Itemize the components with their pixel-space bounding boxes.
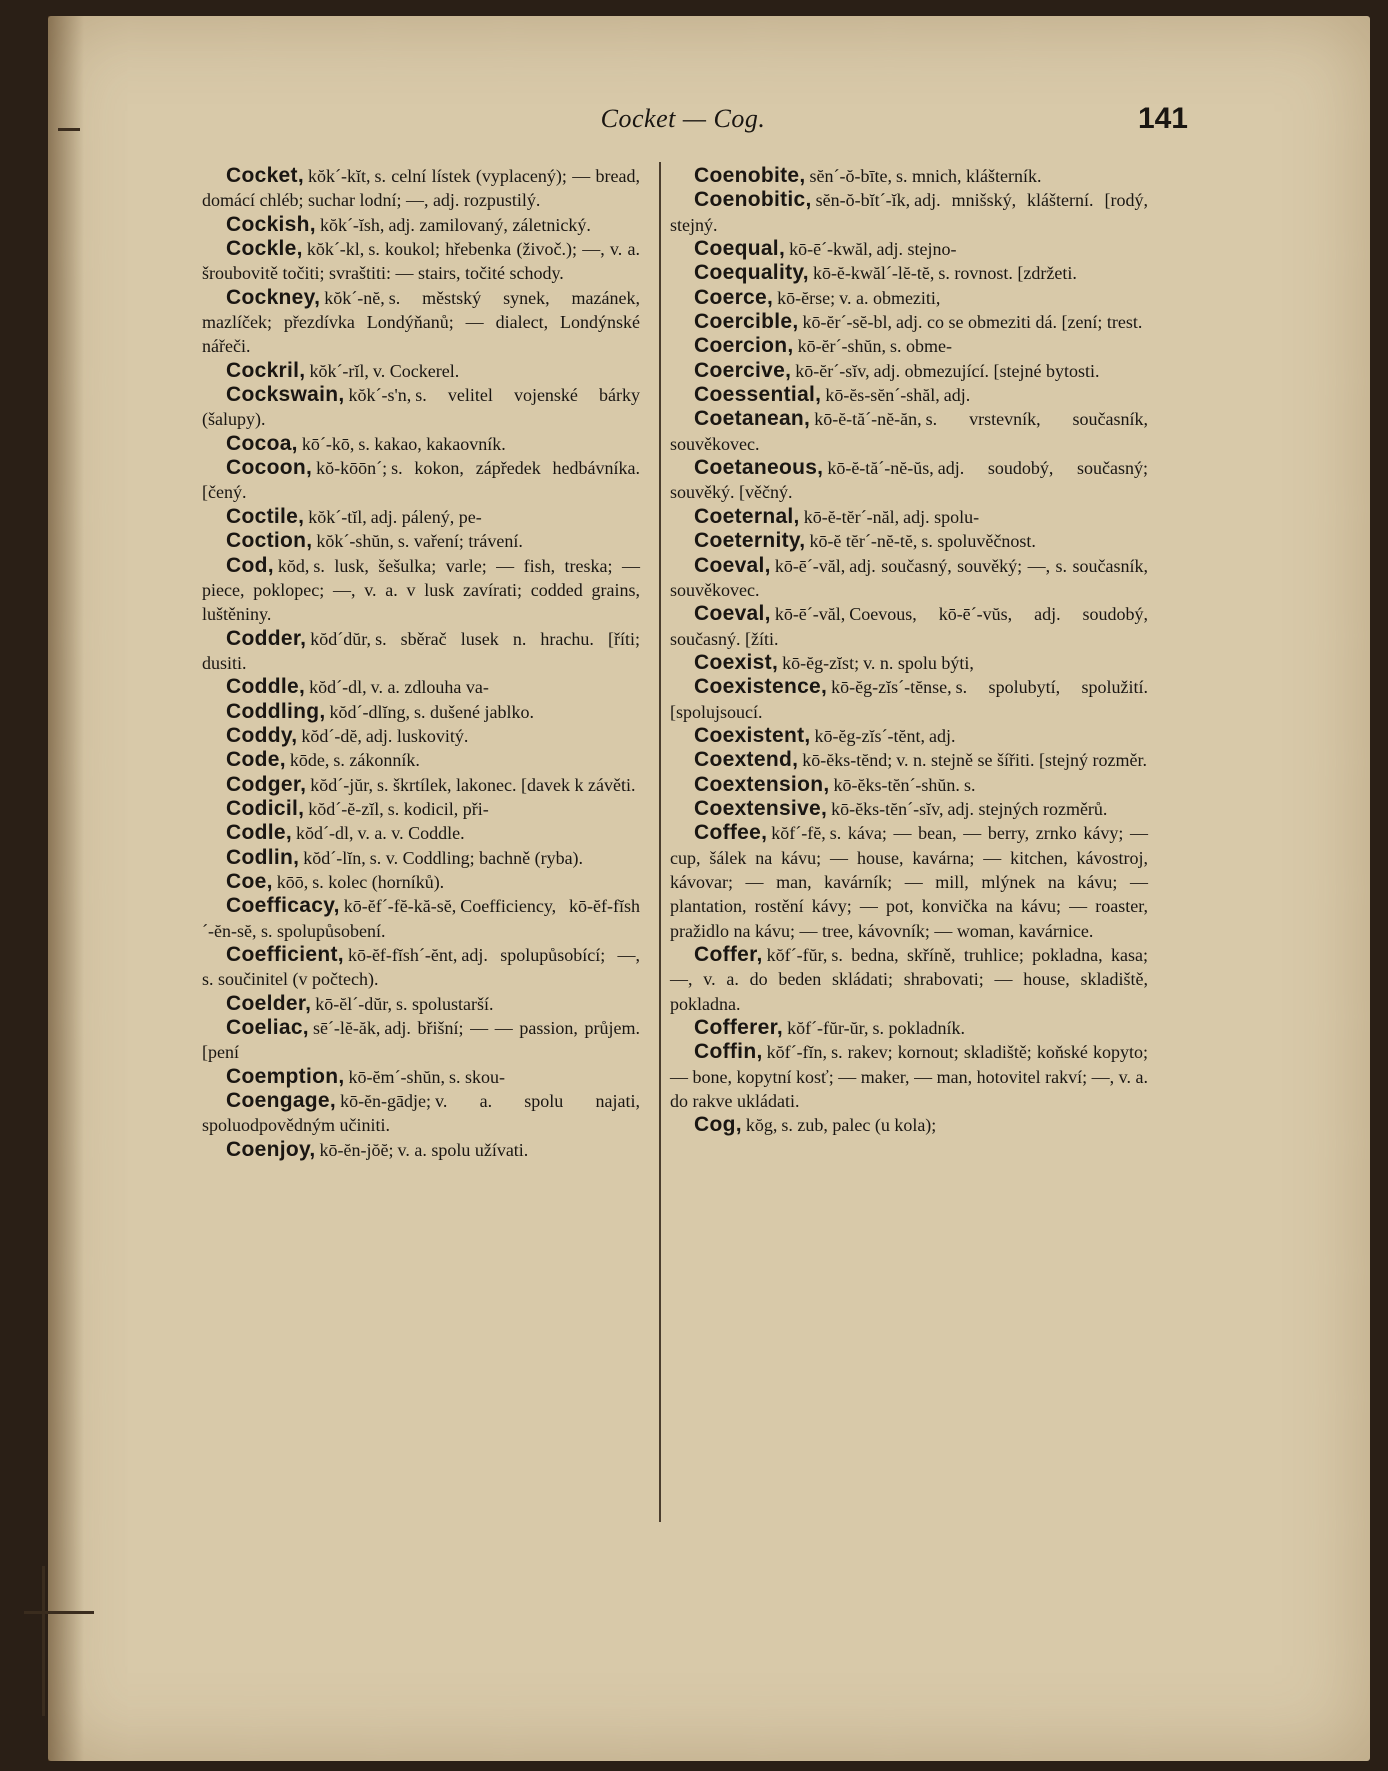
dictionary-entry	[202, 1138, 640, 1162]
entry-headword: Coenobite,	[694, 164, 806, 187]
entry-definition: s. kokon, zápředek hedbávníka. [čený.	[202, 458, 640, 503]
entry-definition: v. a. zdlouha va-	[370, 677, 489, 698]
entry-pronunciation: kŏd´-dl,	[309, 677, 367, 698]
entry-pronunciation: sĕn´-ŏ-bīte,	[809, 166, 892, 186]
entry-definition: v. a. spolu užívati.	[397, 1139, 529, 1160]
entry-definition: v. Cockerel.	[372, 360, 460, 381]
dictionary-entry	[202, 1065, 640, 1089]
column-divider	[659, 162, 661, 1522]
dictionary-entry	[670, 1113, 1148, 1137]
entry-pronunciation: kōde,	[289, 750, 330, 771]
dictionary-entry	[670, 359, 1148, 383]
entry-definition: Coevous, kō-ē´-vŭs, adj. soudobý, současný. [žíti.	[670, 604, 1148, 649]
entry-headword: Coessential,	[694, 383, 822, 407]
entry-definition: s. vrstevník, současník, souvěkovec.	[670, 409, 1148, 454]
dictionary-entry	[670, 505, 1148, 529]
entry-definition: adj. stejno-	[876, 239, 957, 260]
entry-headword: Coexist,	[694, 650, 779, 674]
entry-pronunciation: kō-ĕn-gādje;	[340, 1091, 432, 1112]
entry-headword: Coextend,	[694, 748, 799, 772]
dictionary-entry	[670, 261, 1148, 285]
entry-definition: s. městský synek, mazánek, mazlíček; přezdívka Londýňanů; — dialect, Londýnské nářeči.	[202, 287, 640, 357]
dictionary-entry	[670, 334, 1148, 358]
entry-definition: s. zub, palec (u kola);	[781, 1115, 937, 1136]
dictionary-entry	[670, 748, 1148, 772]
entry-definition: adj. spolupůsobící; —, s. součinitel (v počtech).	[202, 945, 640, 990]
dictionary-entry	[202, 1089, 640, 1138]
entry-headword: Coetaneous,	[694, 456, 824, 480]
dictionary-entry	[202, 456, 640, 505]
entry-headword: Coetanean,	[694, 407, 811, 431]
entry-headword: Cockswain,	[226, 383, 345, 407]
dictionary-entry	[202, 432, 640, 456]
entry-definition: s. kolec (horníků).	[312, 871, 445, 892]
entry-pronunciation: kŏk´-shŭn,	[316, 531, 394, 552]
entry-headword: Codger,	[226, 772, 307, 796]
entry-headword: Codle,	[226, 821, 292, 845]
entry-headword: Coction,	[226, 529, 313, 553]
entry-pronunciation: kŏk´-ĭsh,	[319, 214, 385, 235]
entry-headword: Cocket,	[226, 164, 304, 187]
entry-definition: s. celní lístek (vyplacený); — bread, domácí chléb; suchar lodní; —, adj. rozpustilý.	[202, 166, 640, 211]
dictionary-entry	[670, 1040, 1148, 1113]
dictionary-entry	[202, 748, 640, 772]
entry-pronunciation: kŏk´-kĭt,	[307, 166, 371, 186]
entry-headword: Coefficient,	[226, 943, 344, 966]
entry-headword: Coenobitic,	[694, 188, 812, 212]
entry-definition: v. a. spolu najati, spoluodpovědným učiniti.	[202, 1091, 640, 1136]
entry-headword: Coddle,	[226, 675, 306, 699]
entry-headword: Coequal,	[694, 237, 786, 261]
entry-headword: Coercion,	[694, 334, 794, 358]
entry-pronunciation: kō-ĕr´-sĕ-bl,	[802, 312, 893, 333]
dictionary-entry	[670, 164, 1148, 188]
margin-tick-bottom	[24, 1611, 94, 1614]
dictionary-entry	[202, 529, 640, 553]
entry-definition: s. skou-	[448, 1066, 505, 1087]
entry-headword: Cockle,	[226, 237, 303, 261]
entry-definition: s. škrtílek, lakonec. [davek k závěti.	[377, 774, 636, 795]
entry-headword: Coeternal,	[694, 504, 800, 528]
dictionary-entry	[670, 310, 1148, 334]
entry-pronunciation: kō-ĕl´-dŭr,	[315, 993, 393, 1014]
dictionary-entry	[670, 383, 1148, 407]
entry-pronunciation: kō´-kō,	[301, 433, 355, 454]
entry-pronunciation: kō-ĕg-zĭst;	[782, 652, 860, 673]
dictionary-entry	[202, 821, 640, 845]
entry-headword: Coenjoy,	[226, 1137, 316, 1161]
entry-headword: Coengage,	[226, 1089, 337, 1113]
entry-headword: Coercible,	[694, 310, 799, 334]
dictionary-entry	[202, 1016, 640, 1065]
dictionary-entry	[202, 992, 640, 1016]
entry-headword: Cocoa,	[226, 431, 298, 455]
entry-pronunciation: kŏd´-lĭn,	[303, 847, 366, 868]
entry-definition: s. velitel vojenské bárky (šalupy).	[202, 385, 640, 430]
entry-pronunciation: kō-ē´-văl,	[774, 555, 846, 576]
margin-tick-bottom-vertical	[42, 1566, 45, 1716]
dictionary-entry	[670, 724, 1148, 748]
page-number: 141	[1137, 102, 1188, 135]
dictionary-entry	[202, 894, 640, 943]
entry-definition: adj. luskovitý.	[365, 725, 469, 746]
entry-headword: Cockril,	[226, 358, 306, 382]
entry-definition: s. vaření; trávení.	[397, 531, 523, 552]
entry-pronunciation: kō-ĕ-tă´-nĕ-ŭs,	[827, 458, 934, 479]
entry-pronunciation: kŏk´-nĕ,	[324, 287, 385, 308]
right-column	[670, 164, 1148, 1138]
entry-pronunciation: kō-ĕf-fĭsh´-ĕnt,	[347, 945, 458, 965]
entry-headword: Coeliac,	[226, 1016, 309, 1040]
dictionary-entry	[202, 164, 640, 213]
entry-pronunciation: kō-ĕks-tĕn´-shŭn.	[833, 774, 960, 795]
entry-definition: adj. zamilovaný, záletnický.	[388, 214, 591, 235]
entry-pronunciation: kō-ĕ-tă´-nĕ-ăn,	[814, 409, 922, 430]
entry-headword: Coexistent,	[694, 723, 811, 747]
page-spine-shadow	[48, 16, 84, 1761]
dictionary-entry	[202, 383, 640, 432]
entry-pronunciation: sĕn-ŏ-bĭt´-ĭk,	[815, 190, 911, 211]
entry-headword: Coextension,	[694, 772, 830, 796]
entry-pronunciation: kŏk´-tĭl,	[308, 506, 367, 527]
entry-definition: adj.	[943, 385, 971, 406]
running-title: Cocket — Cog.	[600, 104, 766, 133]
dictionary-entry	[202, 943, 640, 992]
entry-pronunciation: kō-ĕrse;	[777, 287, 836, 308]
dictionary-entry	[202, 359, 640, 383]
entry-headword: Coeval,	[694, 553, 771, 577]
dictionary-entry	[202, 627, 640, 676]
entry-definition: s. kakao, kakaovník.	[358, 433, 506, 454]
entry-pronunciation: kŏd´-dl,	[295, 823, 354, 844]
page-header	[178, 104, 1188, 144]
dictionary-entry	[670, 821, 1148, 943]
entry-pronunciation: kō-ĕ tĕr´-nĕ-tĕ,	[809, 531, 918, 552]
entry-definition: s. káva; — bean, — berry, zrnko kávy; — cup, šálek na kávu; — house, kavárna; — kitchen, kávostroj, kávovar; — man, kavárník; — mill, mlýnek na kávu; — plantation, rostění kávy; — pot, konvička na kávu; — roaster, pražidlo na kávu; — tree, kávovník; — woman, kavárnice.	[670, 823, 1148, 941]
entry-pronunciation: kŏd´-dĕ,	[301, 725, 362, 746]
dictionary-entry	[670, 797, 1148, 821]
dictionary-entry	[202, 286, 640, 359]
entry-definition: s. bedna, skříně, truhlice; pokladna, kasa; —, v. a. do beden skládati; shrabovati; — house, skladiště, pokladna.	[670, 945, 1148, 1014]
entry-definition: s. rovnost. [zdržeti.	[938, 263, 1077, 284]
entry-definition: s. spolustarší.	[396, 993, 494, 1014]
dictionary-entry	[670, 943, 1148, 1016]
entry-definition: s.	[963, 774, 976, 795]
entry-headword: Coe,	[226, 869, 273, 893]
entry-pronunciation: kō-ĕg-zĭs´-tĕnt,	[814, 725, 925, 746]
entry-definition: s. zákonník.	[333, 750, 420, 771]
entry-headword: Coexistence,	[694, 675, 828, 699]
entry-definition: s. koukol; hřebenka (živoč.); —, v. a. šroubovitě točiti; svraštiti: — stairs, točité schody.	[202, 239, 640, 284]
entry-headword: Coefficacy,	[226, 894, 340, 918]
entry-headword: Cockney,	[226, 285, 321, 309]
entry-pronunciation: kō-ĕr´-shŭn,	[797, 336, 887, 357]
entry-definition: s. spoluvěčnost.	[921, 531, 1036, 552]
entry-pronunciation: sē´-lĕ-ăk,	[312, 1018, 381, 1039]
entry-pronunciation: kŏd´-ĕ-zĭl,	[308, 798, 384, 819]
entry-headword: Coequality,	[694, 261, 809, 285]
entry-pronunciation: kŏd´-dlĭng,	[329, 701, 411, 722]
entry-pronunciation: kŏd´-jŭr,	[310, 774, 374, 795]
entry-definition: adj. spolu-	[903, 506, 980, 527]
dictionary-entry	[670, 554, 1148, 603]
entry-pronunciation: kō-ē´-kwăl,	[789, 239, 873, 260]
entry-definition: s. obme-	[890, 336, 953, 357]
entry-pronunciation: kŏf´-fĕ,	[771, 823, 826, 844]
entry-pronunciation: kō-ĕg-zĭs´-tĕnse,	[831, 677, 952, 698]
entry-definition: v. n. stejně se šířiti. [stejný rozměr.	[896, 750, 1147, 771]
entry-headword: Cog,	[694, 1113, 742, 1137]
entry-pronunciation: kŏg,	[745, 1115, 778, 1136]
margin-tick-top	[58, 128, 80, 131]
dictionary-entry	[202, 724, 640, 748]
entry-headword: Codder,	[226, 626, 307, 650]
entry-definition: adj. co se obmeziti dá. [zení; trest.	[896, 312, 1143, 333]
dictionary-entry	[670, 529, 1148, 553]
entry-pronunciation: kŏf´-fĭn,	[766, 1042, 828, 1063]
dictionary-entry	[202, 554, 640, 627]
dictionary-entry	[670, 602, 1148, 651]
dictionary-entry	[670, 1016, 1148, 1040]
dictionary-entry	[202, 675, 640, 699]
entry-definition: adj. mnišský, klášterní. [rodý, stejný.	[670, 190, 1148, 235]
entry-headword: Codicil,	[226, 796, 305, 820]
left-column	[202, 164, 640, 1162]
entry-pronunciation: kō-ĕm´-shŭn,	[348, 1066, 445, 1087]
entry-pronunciation: kō-ĕr´-sĭv,	[795, 360, 870, 381]
entry-headword: Code,	[226, 748, 286, 772]
entry-definition: adj. břišní; — — passion, průjem. [pení	[202, 1018, 640, 1063]
entry-pronunciation: kō-ĕ-tĕr´-năl,	[803, 506, 900, 527]
entry-headword: Coffer,	[694, 943, 763, 966]
dictionary-entry	[202, 797, 640, 821]
entry-headword: Coffin,	[694, 1040, 763, 1064]
entry-definition: s. pokladník.	[872, 1018, 965, 1039]
entry-pronunciation: kŏk´-rĭl,	[309, 360, 369, 381]
entry-headword: Coffee,	[694, 821, 768, 845]
entry-definition: s. mnich, klášterník.	[895, 166, 1042, 186]
entry-headword: Coerce,	[694, 285, 774, 309]
entry-definition: s. rakev; kornout; skladiště; koňské kopyto; — bone, kopytní kosť; — maker, — man, hotovitel rakví; —, v. a. do rakve ukládati.	[670, 1042, 1148, 1112]
dictionary-entry	[202, 846, 640, 870]
entry-definition: Coefficiency, kō-ĕf-fĭsh´-ĕn-sĕ, s. spolupůsobení.	[202, 896, 640, 941]
entry-headword: Coeval,	[694, 602, 771, 626]
entry-headword: Codlin,	[226, 845, 300, 869]
dictionary-entry	[202, 700, 640, 724]
dictionary-entry	[670, 773, 1148, 797]
entry-definition: v. a. obmeziti,	[839, 287, 941, 308]
entry-definition: adj.	[928, 725, 956, 746]
entry-definition: adj. soudobý, současný; souvěký. [věčný.	[670, 458, 1148, 503]
entry-definition: v. n. spolu býti,	[863, 652, 974, 673]
dictionary-entry	[670, 188, 1148, 237]
dictionary-entry	[670, 675, 1148, 724]
entry-headword: Coddling,	[226, 699, 326, 723]
entry-headword: Cocoon,	[226, 456, 313, 480]
entry-pronunciation: kō-ĕks-tĕn´-sĭv,	[831, 798, 944, 819]
dictionary-entry	[670, 237, 1148, 261]
entry-headword: Cockish,	[226, 212, 316, 236]
entry-headword: Coemption,	[226, 1064, 345, 1088]
entry-definition: adj. současný, souvěký; —, s. současník, souvěkovec.	[670, 555, 1148, 600]
dictionary-entry	[202, 505, 640, 529]
entry-definition: s. dušené jablko.	[414, 701, 534, 722]
entry-pronunciation: kōō,	[276, 871, 309, 892]
entry-definition: adj. obmezující. [stejné bytosti.	[873, 360, 1100, 381]
entry-definition: s. spolubytí, spolužití. [spolujsoucí.	[670, 677, 1148, 722]
entry-headword: Coelder,	[226, 991, 312, 1015]
entry-pronunciation: kŏf´-fŭr,	[766, 945, 828, 965]
dictionary-entry	[202, 237, 640, 286]
entry-headword: Cofferer,	[694, 1016, 784, 1040]
entry-headword: Coercive,	[694, 358, 792, 382]
entry-definition: adj. stejných rozměrů.	[947, 798, 1108, 819]
entry-headword: Coextensive,	[694, 796, 828, 820]
dictionary-entry	[202, 773, 640, 797]
entry-headword: Cod,	[226, 553, 274, 577]
entry-pronunciation: kō-ē´-văl,	[774, 604, 846, 625]
entry-pronunciation: kō-ĕks-tĕnd;	[802, 750, 893, 771]
entry-definition: v. a. v. Coddle.	[357, 823, 465, 844]
dictionary-entry	[202, 213, 640, 237]
entry-pronunciation: kō-ĕs-sĕn´-shăl,	[825, 385, 940, 406]
dictionary-entry	[670, 456, 1148, 505]
entry-pronunciation: kŏf´-fŭr-ŭr,	[787, 1018, 869, 1039]
entry-pronunciation: kō-ĕn-jŏĕ;	[319, 1139, 394, 1160]
entry-headword: Coddy,	[226, 723, 298, 747]
entry-pronunciation: kō-ĕ-kwăl´-lĕ-tĕ,	[812, 263, 935, 284]
entry-definition: s. sběrač lusek n. hrachu. [říti; dusiti.	[202, 628, 640, 673]
entry-headword: Coctile,	[226, 504, 305, 528]
entry-definition: s. v. Coddling; bachně (ryba).	[369, 847, 584, 868]
dictionary-entry	[670, 651, 1148, 675]
entry-pronunciation: kō-ĕf´-fĕ-kă-sĕ,	[343, 896, 457, 917]
dictionary-entry	[202, 870, 640, 894]
dictionary-page	[48, 16, 1370, 1761]
entry-pronunciation: kŏd´dŭr,	[310, 628, 372, 649]
dictionary-entry	[670, 286, 1148, 310]
dictionary-entry	[670, 407, 1148, 456]
entry-pronunciation: kŏ-kōōn´;	[316, 458, 388, 479]
entry-definition: adj. pálený, pe-	[370, 506, 482, 527]
entry-pronunciation: kŏk´-s'n,	[348, 385, 412, 406]
entry-pronunciation: kŏd,	[277, 555, 310, 576]
entry-definition: s. kodicil, při-	[387, 798, 489, 819]
entry-headword: Coeternity,	[694, 529, 806, 553]
entry-pronunciation: kŏk´-kl,	[306, 239, 365, 260]
entry-definition: s. lusk, šešulka; varle; — fish, treska; — piece, poklopec; —, v. a. v lusk zavírati; codded grains, luštěniny.	[202, 555, 640, 625]
